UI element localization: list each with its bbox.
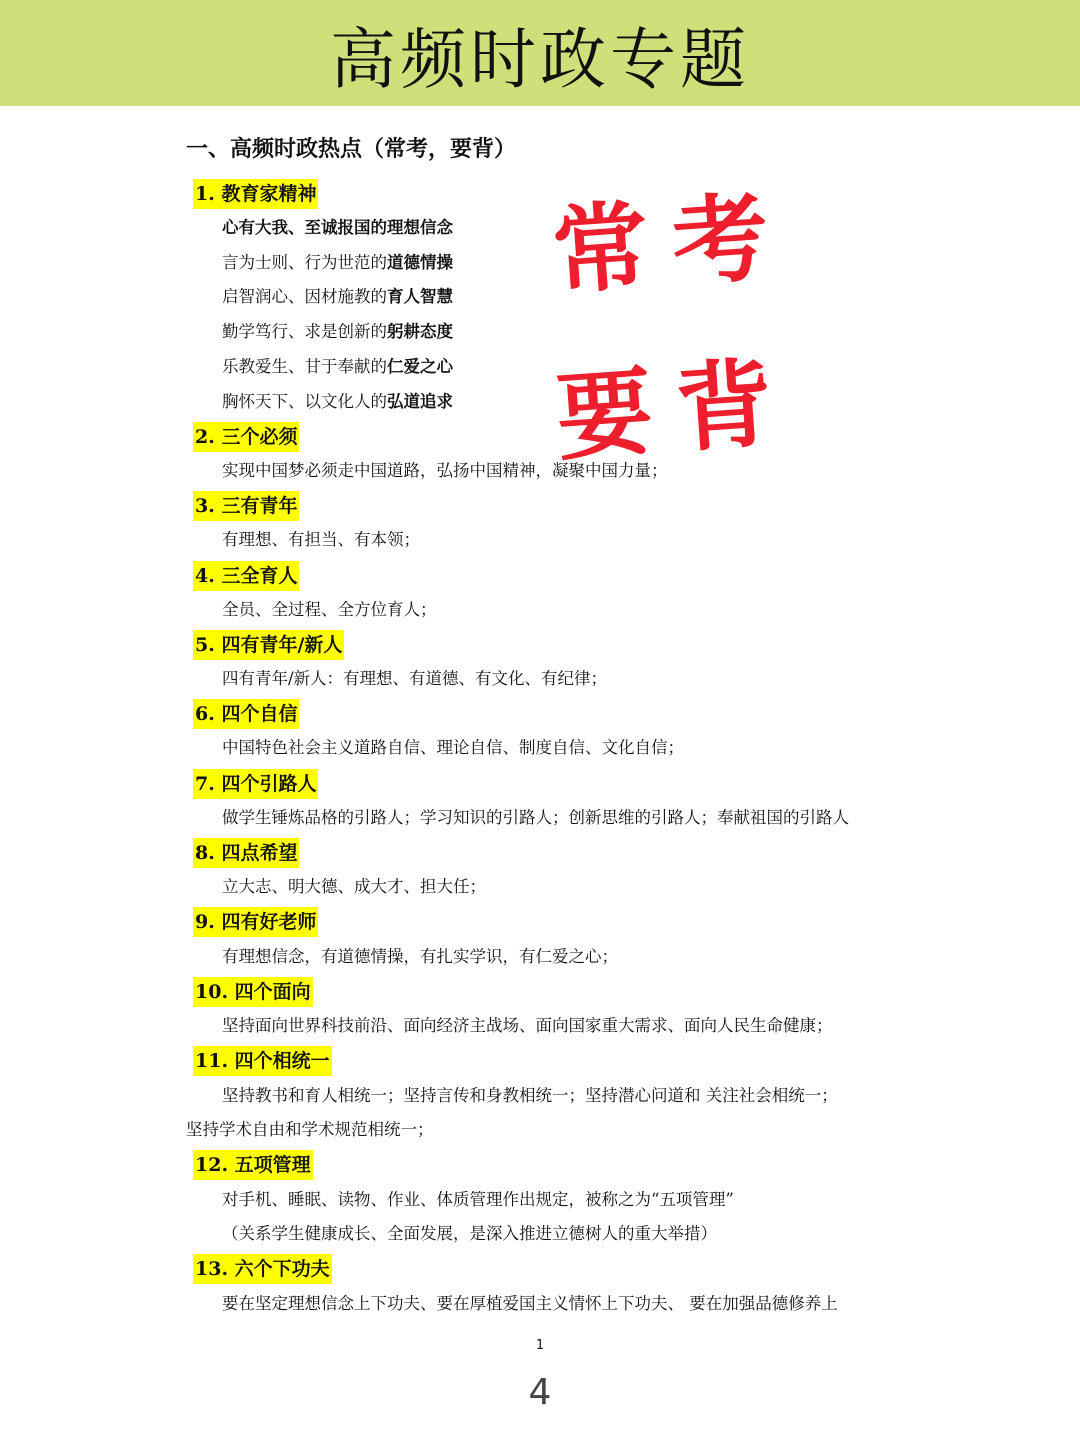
topic-heading: 6. 四个自信 bbox=[193, 699, 299, 729]
topic-heading: 7. 四个引路人 bbox=[193, 769, 318, 799]
topic-line: 胸怀天下、以文化人的弘道追求 bbox=[222, 392, 453, 411]
topic-heading: 10. 四个面向 bbox=[193, 977, 313, 1007]
topic-line: 实现中国梦必须走中国道路，弘扬中国精神，凝聚中国力量； bbox=[222, 461, 668, 480]
topic-heading: 13. 六个下功夫 bbox=[193, 1254, 332, 1284]
page-title: 高频时政专题 bbox=[330, 20, 750, 98]
topic-line: 对手机、睡眠、读物、作业、体质管理作出规定，被称之为“五项管理” bbox=[222, 1190, 734, 1209]
topic-line: 坚持学术自由和学术规范相统一； bbox=[186, 1120, 434, 1139]
stamp-bottom: 要背 bbox=[552, 345, 801, 475]
topic-line: 中国特色社会主义道路自信、理论自信、制度自信、文化自信； bbox=[222, 738, 684, 757]
topic-heading: 9. 四有好老师 bbox=[193, 907, 318, 937]
topic-line: 要在坚定理想信念上下功夫、要在厚植爱国主义情怀上下功夫、 要在加强品德修养上 bbox=[222, 1294, 838, 1313]
topic-heading: 1. 教育家精神 bbox=[193, 179, 318, 209]
topic-line: 四有青年/新人：有理想、有道德、有文化、有纪律； bbox=[222, 669, 608, 688]
page-number-big: 4 bbox=[528, 1372, 552, 1413]
topic-line: 勤学笃行、求是创新的躬耕态度 bbox=[222, 322, 453, 341]
page-number-small: 1 bbox=[535, 1338, 545, 1353]
topic-line: 全员、全过程、全方位育人； bbox=[222, 600, 437, 619]
title-banner bbox=[0, 0, 1080, 106]
topic-line: 有理想、有担当、有本领； bbox=[222, 530, 420, 549]
topic-heading: 5. 四有青年/新人 bbox=[193, 630, 344, 660]
topic-heading: 4. 三全育人 bbox=[193, 561, 299, 591]
topic-heading: 8. 四点希望 bbox=[193, 838, 299, 868]
topic-heading: 12. 五项管理 bbox=[193, 1150, 313, 1180]
topic-line: 立大志、明大德、成大才、担大任； bbox=[222, 877, 486, 896]
topic-line: 启智润心、因材施教的育人智慧 bbox=[222, 287, 453, 306]
section-title: 一、高频时政热点（常考，要背） bbox=[186, 136, 517, 162]
topic-line: 乐教爱生、甘于奉献的仁爱之心 bbox=[222, 357, 453, 376]
topic-heading: 2. 三个必须 bbox=[193, 422, 299, 452]
stamp-top: 常考 bbox=[548, 179, 797, 309]
topic-line: 坚持面向世界科技前沿、面向经济主战场、面向国家重大需求、面向人民生命健康； bbox=[222, 1016, 833, 1035]
topic-line: 心有大我、至诚报国的理想信念 bbox=[222, 218, 453, 237]
topic-line: 坚持教书和育人相统一；坚持言传和身教相统一；坚持潜心问道和 关注社会相统一； bbox=[222, 1086, 838, 1105]
topic-line: 有理想信念，有道德情操，有扎实学识，有仁爱之心； bbox=[222, 947, 618, 966]
topic-line: （关系学生健康成长、全面发展，是深入推进立德树人的重大举措） bbox=[222, 1224, 717, 1243]
topic-heading: 11. 四个相统一 bbox=[193, 1046, 332, 1076]
topic-line: 言为士则、行为世范的道德情操 bbox=[222, 253, 453, 272]
topic-heading: 3. 三有青年 bbox=[193, 491, 299, 521]
topic-line: 做学生锤炼品格的引路人；学习知识的引路人；创新思维的引路人；奉献祖国的引路人 bbox=[222, 808, 849, 827]
